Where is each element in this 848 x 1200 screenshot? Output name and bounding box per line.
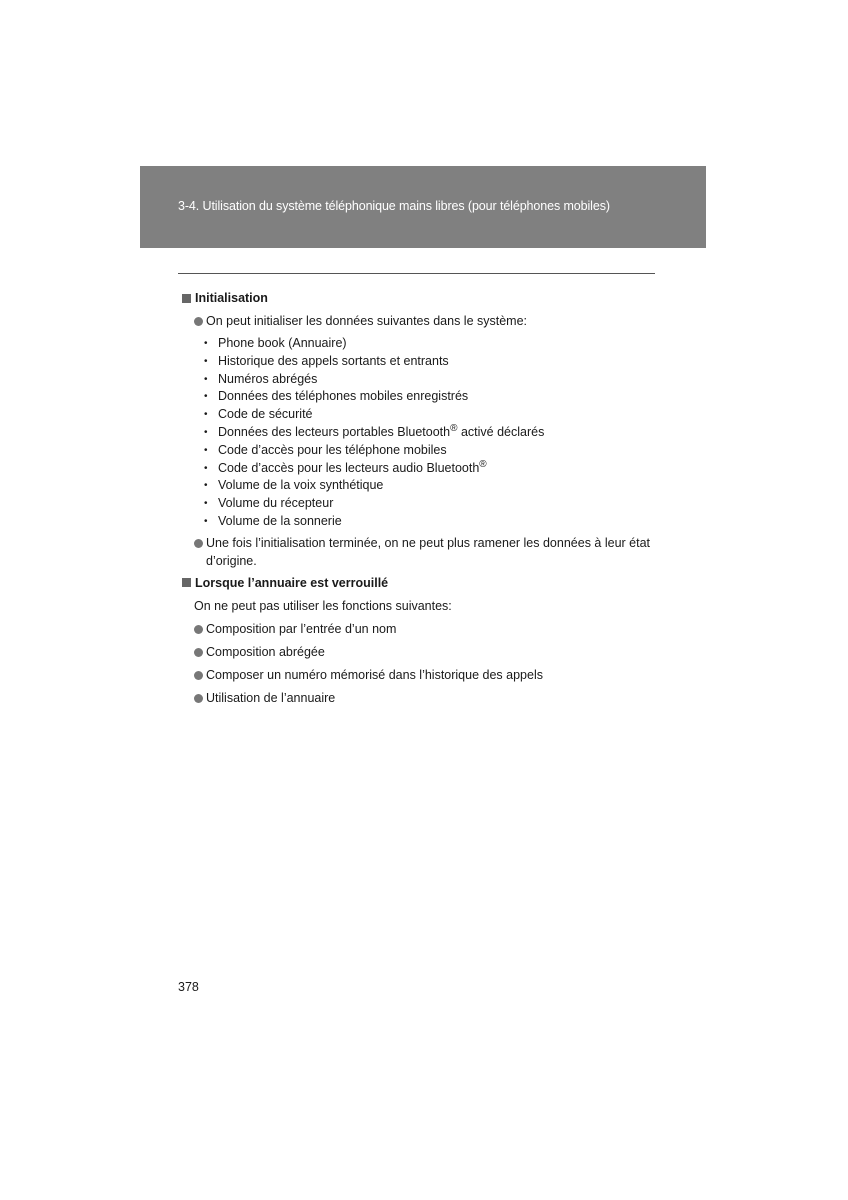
dot-bullet-icon: •	[204, 444, 208, 456]
section-title: Lorsque l’annuaire est verrouillé	[195, 575, 389, 590]
square-bullet-icon	[182, 578, 191, 587]
circle-bullet-icon	[194, 694, 203, 703]
section-heading-locked	[180, 574, 660, 592]
chapter-header-band	[140, 166, 706, 248]
intro-text: On peut initialiser les données suivantes dans le système:	[206, 314, 528, 328]
list-item: • Historique des appels sortants et entrants	[204, 353, 660, 371]
initialisation-list	[180, 335, 660, 531]
circle-bullet-icon	[194, 671, 203, 680]
list-item: • Code d’accès pour les téléphone mobiles	[204, 442, 660, 460]
dot-bullet-icon: •	[204, 462, 208, 474]
dot-bullet-icon: •	[204, 498, 208, 510]
list-item: • Phone book (Annuaire)	[204, 335, 660, 353]
list-item: • Code d’accès pour les lecteurs audio Bluetooth®	[204, 460, 660, 478]
list-item: • Volume de la voix synthétique	[204, 477, 660, 495]
registered-mark: ®	[450, 422, 458, 434]
circle-bullet-icon	[194, 648, 203, 657]
intro-line	[180, 312, 660, 330]
list-item: Composition par l’entrée d’un nom	[180, 620, 660, 638]
dot-bullet-icon: •	[204, 409, 208, 421]
circle-bullet-icon	[194, 625, 203, 634]
list-item: • Volume de la sonnerie	[204, 513, 660, 531]
list-item: Utilisation de l’annuaire	[180, 689, 660, 707]
list-item: • Code de sécurité	[204, 406, 660, 424]
note-line	[180, 534, 660, 570]
page-number: 378	[178, 980, 199, 994]
registered-mark: ®	[479, 458, 487, 470]
section-heading-initialisation	[180, 289, 660, 307]
section-title: Initialisation	[195, 291, 268, 305]
list-item: • Numéros abrégés	[204, 371, 660, 389]
dot-bullet-icon: •	[204, 391, 208, 403]
main-content	[180, 289, 660, 707]
dot-bullet-icon: •	[204, 515, 208, 527]
dot-bullet-icon: •	[204, 355, 208, 367]
note-text: Une fois l’initialisation terminée, on ne peut plus ramener les données à leur état d’origine.	[206, 535, 651, 568]
circle-bullet-icon	[194, 539, 203, 548]
circle-bullet-icon	[194, 317, 203, 326]
list-item: Composition abrégée	[180, 643, 660, 661]
list-item: • Données des lecteurs portables Bluetooth® activé déclarés	[204, 424, 660, 442]
section-divider	[178, 273, 655, 274]
list-item: • Données des téléphones mobiles enregistrés	[204, 388, 660, 406]
square-bullet-icon	[182, 294, 191, 303]
locked-intro: On ne peut pas utiliser les fonctions suivantes:	[194, 598, 452, 613]
chapter-title: 3-4. Utilisation du système téléphonique mains libres (pour téléphones mobiles)	[178, 199, 610, 213]
list-item: • Volume du récepteur	[204, 495, 660, 513]
dot-bullet-icon: •	[204, 373, 208, 385]
dot-bullet-icon: •	[204, 480, 208, 492]
dot-bullet-icon: •	[204, 426, 208, 438]
dot-bullet-icon: •	[204, 338, 208, 349]
list-item: Composer un numéro mémorisé dans l’historique des appels	[180, 666, 660, 684]
